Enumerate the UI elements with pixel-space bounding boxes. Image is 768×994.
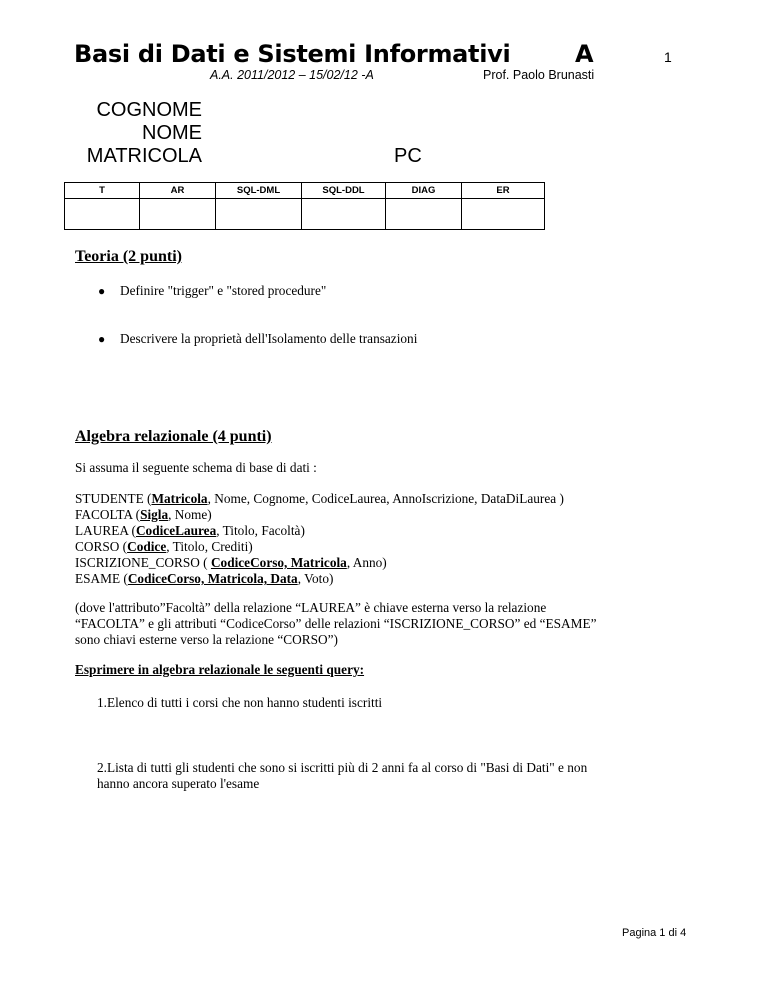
primary-key: Codice <box>127 539 167 554</box>
primary-key: CodiceLaurea <box>135 523 217 538</box>
grade-column-header: DIAG <box>386 183 462 199</box>
teoria-question: Definire "trigger" e "stored procedure" <box>120 283 327 298</box>
exam-variant: A <box>575 40 594 68</box>
pc-label: PC <box>394 145 422 167</box>
grade-cell <box>140 199 216 230</box>
nome-label: NOME <box>142 122 202 144</box>
grade-column-header: SQL-DML <box>216 183 302 199</box>
primary-key: Sigla <box>140 507 169 522</box>
grade-table-header <box>65 183 545 199</box>
bullet-icon: ● <box>98 332 106 346</box>
page-number: 1 <box>664 49 672 65</box>
matricola-label: MATRICOLA <box>86 145 202 167</box>
page-footer: Pagina 1 di 4 <box>622 927 687 939</box>
schema-relation: ESAME (CodiceCorso, Matricola, Data, Voto) <box>75 571 334 586</box>
bullet-icon: ● <box>98 284 106 298</box>
grade-table-row <box>65 199 545 230</box>
grade-cell <box>216 199 302 230</box>
grade-cell <box>386 199 462 230</box>
grade-cell <box>462 199 545 230</box>
professor-name: Prof. Paolo Brunasti <box>483 68 595 82</box>
algebra-query-continued: hanno ancora superato l'esame <box>97 776 260 791</box>
primary-key: CodiceCorso, Matricola, Data <box>127 571 298 586</box>
algebra-query: 2.Lista di tutti gli studenti che sono si iscritti più di 2 anni fa al corso di "Basi di Dati" e non <box>97 760 588 775</box>
schema-note: (dove l'attributo”Facoltà” della relazione “LAUREA” è chiave esterna verso la relazione <box>75 600 547 615</box>
schema-relation: CORSO (Codice, Titolo, Crediti) <box>75 539 253 554</box>
schema-relation: ISCRIZIONE_CORSO ( CodiceCorso, Matricola, Anno) <box>75 555 387 570</box>
grade-cell <box>65 199 140 230</box>
schema-relation: FACOLTA (Sigla, Nome) <box>75 507 212 522</box>
grade-column-header: T <box>65 183 140 199</box>
schema-intro: Si assuma il seguente schema di base di dati : <box>75 460 317 475</box>
primary-key: Matricola <box>151 491 208 506</box>
teoria-heading: Teoria (2 punti) <box>75 248 182 265</box>
algebra-heading: Algebra relazionale (4 punti) <box>75 428 272 445</box>
schema-note: sono chiavi esterne verso la relazione “CORSO”) <box>75 632 338 647</box>
document-title: Basi di Dati e Sistemi Informativi <box>74 40 511 68</box>
grade-column-header: SQL-DDL <box>302 183 386 199</box>
academic-year-date: A.A. 2011/2012 – 15/02/12 -A <box>210 68 374 82</box>
teoria-question: Descrivere la proprietà dell'Isolamento delle transazioni <box>120 331 418 346</box>
primary-key: CodiceCorso, Matricola <box>210 555 347 570</box>
schema-relation: LAUREA (CodiceLaurea, Titolo, Facoltà) <box>75 523 305 538</box>
algebra-query: 1.Elenco di tutti i corsi che non hanno studenti iscritti <box>97 695 383 710</box>
grade-cell <box>302 199 386 230</box>
schema-note: “FACOLTA” e gli attributi “CodiceCorso” delle relazioni “ISCRIZIONE_CORSO” ed “ESAME” <box>75 616 597 631</box>
grade-column-header: AR <box>140 183 216 199</box>
grade-table <box>64 182 545 230</box>
grade-column-header: ER <box>462 183 545 199</box>
algebra-instruction: Esprimere in algebra relazionale le seguenti query: <box>75 662 365 677</box>
cognome-label: COGNOME <box>96 99 202 121</box>
schema-relation: STUDENTE (Matricola, Nome, Cognome, CodiceLaurea, AnnoIscrizione, DataDiLaurea ) <box>75 491 564 506</box>
